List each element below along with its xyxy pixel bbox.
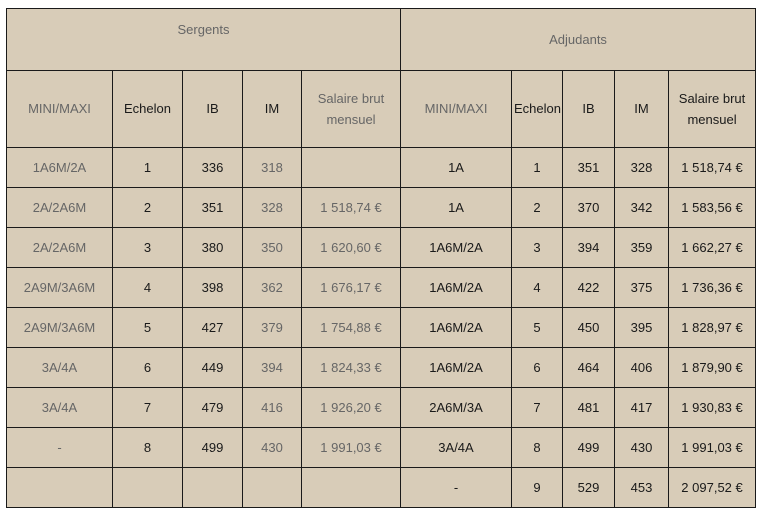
adjudants-mini-maxi-cell: 1A6M/2A: [401, 268, 512, 308]
sergents-mini-maxi-cell: -: [7, 428, 113, 468]
sergents-im-cell: [243, 468, 302, 508]
adjudants-im-cell: 359: [615, 228, 669, 268]
sergents-im-cell: 328: [243, 188, 302, 228]
adjudants-echelon-cell: 1: [512, 148, 563, 188]
sergents-echelon-cell: 5: [113, 308, 183, 348]
sergents-mini-maxi-cell: 2A9M/3A6M: [7, 308, 113, 348]
adjudants-im-cell: 453: [615, 468, 669, 508]
adjudants-mini-maxi-cell: 1A6M/2A: [401, 228, 512, 268]
sergents-salary-cell: 1 824,33 €: [302, 348, 401, 388]
adjudants-ib-cell: 464: [563, 348, 615, 388]
adjudants-echelon-cell: 8: [512, 428, 563, 468]
adjudants-echelon-cell: 2: [512, 188, 563, 228]
sergents-salary-cell: [302, 468, 401, 508]
adjudants-salary-cell: 1 991,03 €: [669, 428, 756, 468]
sergents-salary-cell: 1 754,88 €: [302, 308, 401, 348]
adjudants-ib-cell: 351: [563, 148, 615, 188]
sergents-ib-cell: 336: [183, 148, 243, 188]
sergents-salary-cell: [302, 148, 401, 188]
sergents-mini-maxi-cell: 3A/4A: [7, 348, 113, 388]
table-row: [7, 268, 756, 308]
sergents-ib-cell: 380: [183, 228, 243, 268]
col-header-sergents-ib: IB: [183, 71, 243, 148]
adjudants-ib-cell: 394: [563, 228, 615, 268]
adjudants-im-cell: 342: [615, 188, 669, 228]
adjudants-im-cell: 430: [615, 428, 669, 468]
sergents-salary-cell: 1 676,17 €: [302, 268, 401, 308]
adjudants-echelon-cell: 9: [512, 468, 563, 508]
adjudants-ib-cell: 499: [563, 428, 615, 468]
table-row: [7, 348, 756, 388]
sergents-ib-cell: 449: [183, 348, 243, 388]
adjudants-echelon-cell: 3: [512, 228, 563, 268]
adjudants-ib-cell: 529: [563, 468, 615, 508]
col-header-adjudants-ib: IB: [563, 71, 615, 148]
sergents-mini-maxi-cell: [7, 468, 113, 508]
table-row: [7, 468, 756, 508]
table-row: [7, 388, 756, 428]
sergents-im-cell: 416: [243, 388, 302, 428]
adjudants-mini-maxi-cell: 1A: [401, 188, 512, 228]
sergents-salary-cell: 1 991,03 €: [302, 428, 401, 468]
adjudants-im-cell: 375: [615, 268, 669, 308]
sergents-echelon-cell: 4: [113, 268, 183, 308]
col-header-sergents-echelon: Echelon: [113, 71, 183, 148]
sergents-ib-cell: [183, 468, 243, 508]
grade-salary-table-container: [6, 8, 756, 508]
col-header-adjudants-salary: Salaire brut mensuel: [669, 71, 756, 148]
sergents-ib-cell: 398: [183, 268, 243, 308]
adjudants-mini-maxi-cell: 1A6M/2A: [401, 348, 512, 388]
sergents-mini-maxi-cell: 1A6M/2A: [7, 148, 113, 188]
adjudants-mini-maxi-cell: 1A: [401, 148, 512, 188]
sergents-im-cell: 350: [243, 228, 302, 268]
sergents-salary-cell: 1 926,20 €: [302, 388, 401, 428]
table-row: [7, 148, 756, 188]
table-body: [7, 9, 756, 508]
sergents-ib-cell: 351: [183, 188, 243, 228]
adjudants-salary-cell: 1 879,90 €: [669, 348, 756, 388]
adjudants-mini-maxi-cell: 2A6M/3A: [401, 388, 512, 428]
adjudants-im-cell: 395: [615, 308, 669, 348]
adjudants-echelon-cell: 6: [512, 348, 563, 388]
adjudants-echelon-cell: 5: [512, 308, 563, 348]
sergents-echelon-cell: 3: [113, 228, 183, 268]
col-header-sergents-im: IM: [243, 71, 302, 148]
sergents-mini-maxi-cell: 3A/4A: [7, 388, 113, 428]
sergents-ib-cell: 499: [183, 428, 243, 468]
table-row: [7, 308, 756, 348]
group-header-sergents: Sergents: [7, 9, 401, 71]
adjudants-im-cell: 406: [615, 348, 669, 388]
col-header-adjudants-im: IM: [615, 71, 669, 148]
adjudants-salary-cell: 1 583,56 €: [669, 188, 756, 228]
sergents-im-cell: 430: [243, 428, 302, 468]
col-header-sergents-mini-maxi: MINI/MAXI: [7, 71, 113, 148]
adjudants-echelon-cell: 7: [512, 388, 563, 428]
table-row: [7, 428, 756, 468]
group-header-adjudants: Adjudants: [401, 9, 756, 71]
col-header-adjudants-echelon: Echelon: [512, 71, 563, 148]
sergents-echelon-cell: 8: [113, 428, 183, 468]
adjudants-ib-cell: 481: [563, 388, 615, 428]
sergents-im-cell: 318: [243, 148, 302, 188]
sergents-salary-cell: 1 518,74 €: [302, 188, 401, 228]
sergents-mini-maxi-cell: 2A9M/3A6M: [7, 268, 113, 308]
column-header-row: [7, 71, 756, 148]
adjudants-salary-cell: 2 097,52 €: [669, 468, 756, 508]
sergents-mini-maxi-cell: 2A/2A6M: [7, 188, 113, 228]
adjudants-mini-maxi-cell: 3A/4A: [401, 428, 512, 468]
adjudants-ib-cell: 450: [563, 308, 615, 348]
sergents-echelon-cell: 7: [113, 388, 183, 428]
sergents-ib-cell: 427: [183, 308, 243, 348]
sergents-echelon-cell: 6: [113, 348, 183, 388]
adjudants-mini-maxi-cell: 1A6M/2A: [401, 308, 512, 348]
sergents-im-cell: 379: [243, 308, 302, 348]
sergents-echelon-cell: 2: [113, 188, 183, 228]
table-row: [7, 188, 756, 228]
adjudants-salary-cell: 1 736,36 €: [669, 268, 756, 308]
sergents-ib-cell: 479: [183, 388, 243, 428]
sergents-mini-maxi-cell: 2A/2A6M: [7, 228, 113, 268]
adjudants-salary-cell: 1 518,74 €: [669, 148, 756, 188]
adjudants-salary-cell: 1 930,83 €: [669, 388, 756, 428]
grade-salary-table: [6, 8, 756, 508]
sergents-salary-cell: 1 620,60 €: [302, 228, 401, 268]
sergents-im-cell: 362: [243, 268, 302, 308]
adjudants-salary-cell: 1 662,27 €: [669, 228, 756, 268]
adjudants-im-cell: 417: [615, 388, 669, 428]
col-header-adjudants-mini-maxi: MINI/MAXI: [401, 71, 512, 148]
table-row: [7, 228, 756, 268]
group-header-row: [7, 9, 756, 71]
adjudants-mini-maxi-cell: -: [401, 468, 512, 508]
sergents-im-cell: 394: [243, 348, 302, 388]
adjudants-echelon-cell: 4: [512, 268, 563, 308]
sergents-echelon-cell: 1: [113, 148, 183, 188]
adjudants-ib-cell: 422: [563, 268, 615, 308]
col-header-sergents-salary: Salaire brut mensuel: [302, 71, 401, 148]
adjudants-ib-cell: 370: [563, 188, 615, 228]
sergents-echelon-cell: [113, 468, 183, 508]
adjudants-im-cell: 328: [615, 148, 669, 188]
adjudants-salary-cell: 1 828,97 €: [669, 308, 756, 348]
